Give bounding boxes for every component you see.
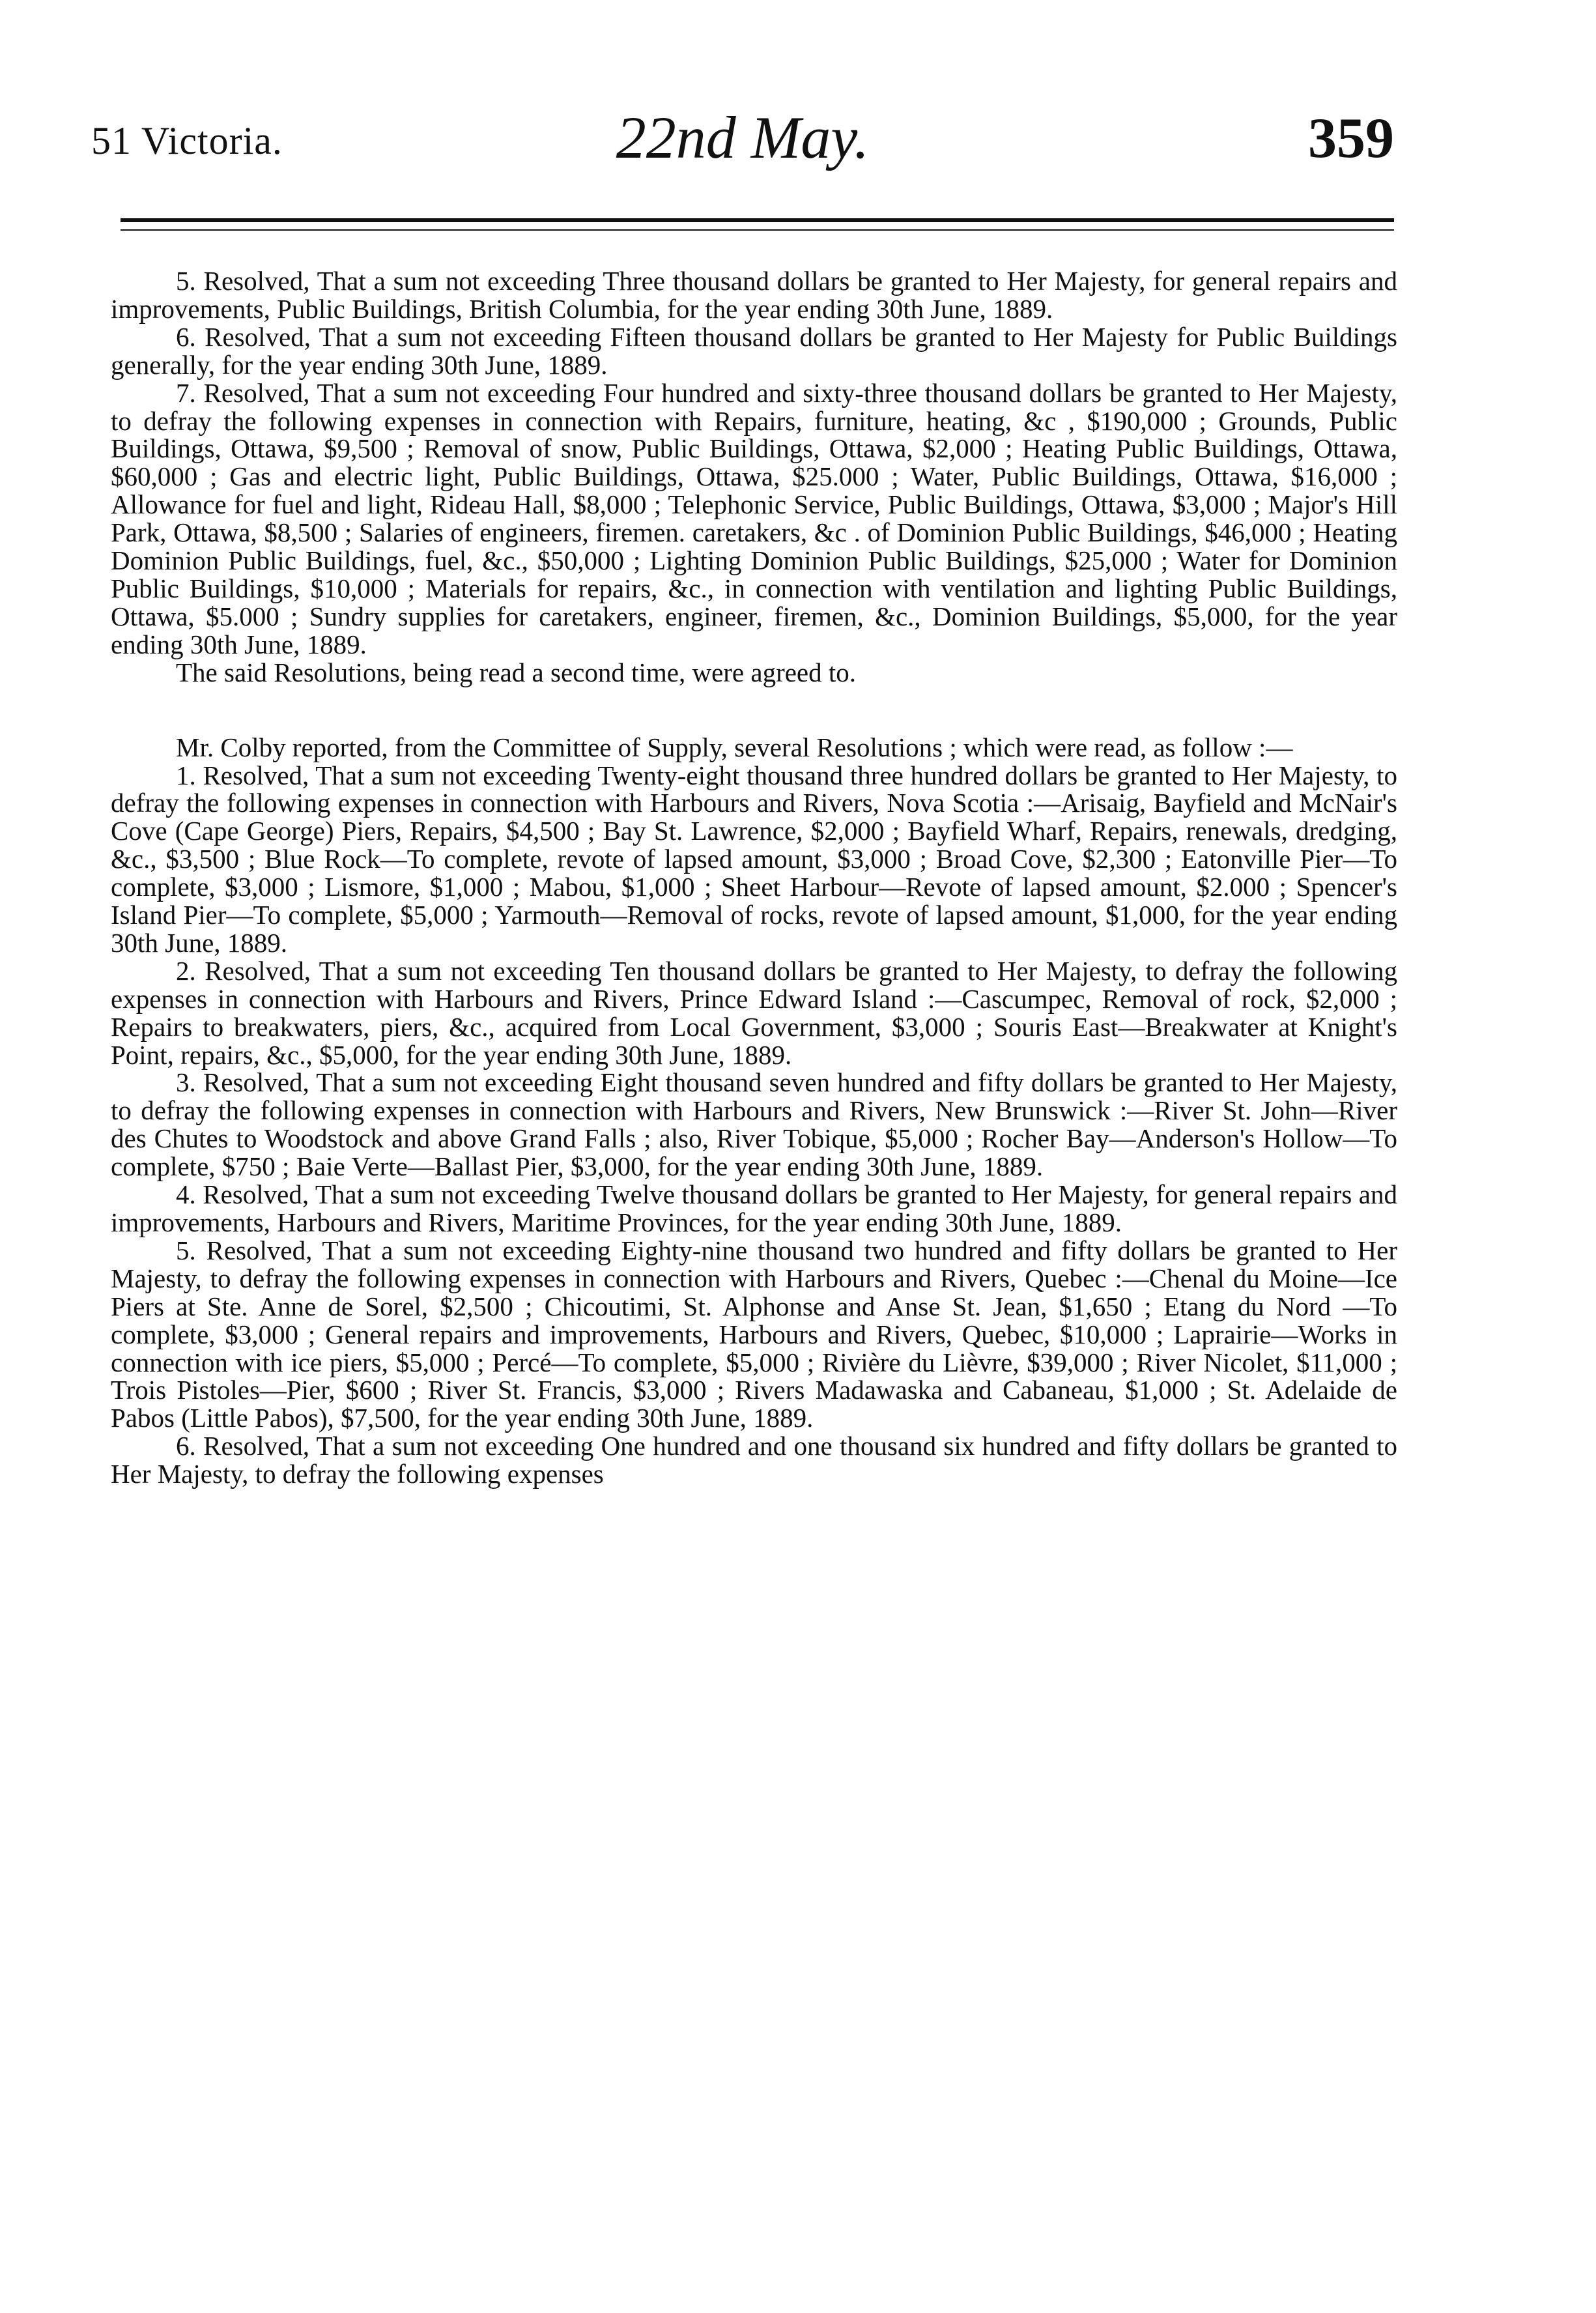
resolution-paragraph: 5. Resolved, That a sum not exceeding Three thousand dollars be granted to Her Majesty, for general repairs and improvements, Public Buildings, British Columbia, for the year ending 30th June, 1889. (111, 266, 1397, 324)
section-gap (111, 687, 1397, 734)
page-body (111, 267, 1397, 1488)
header-rule-thick (121, 218, 1394, 222)
page-header (91, 98, 1394, 195)
resolution-paragraph: 1. Resolved, That a sum not exceeding Twenty-eight thousand three hundred dollars be granted to Her Majesty, to defray the following expenses in connection with Harbours and Rivers, Nova Scotia :—Arisaig, Bayfield and McNair's Cove (Cape George) Piers, Repairs, $4,500 ; Bay St. Lawrence, $2,000 ; Bayfield Wharf, Repairs, renewals, dredging, &c., $3,500 ; Blue Rock—To complete, revote of lapsed amount, $3,000 ; Broad Cove, $2,300 ; Eatonville Pier—To complete, $3,000 ; Lismore, $1,000 ; Mabou, $1,000 ; Sheet Harbour—Revote of lapsed amount, $2.000 ; Spencer's Island Pier—To complete, $5,000 ; Yarmouth—Removal of rocks, revote of lapsed amount, $1,000, for the year ending 30th June, 1889. (111, 760, 1397, 958)
resolution-paragraph: 5. Resolved, That a sum not exceeding Eighty-nine thousand two hundred and fifty dollars be granted to Her Majesty, to defray the following expenses in connection with Harbours and Rivers, Quebec :—Chenal du Moine—Ice Piers at Ste. Anne de Sorel, $2,500 ; Chicoutimi, St. Alphonse and Anse St. Jean, $1,650 ; Etang du Nord —To complete, $3,000 ; General repairs and improvements, Harbours and Rivers, Quebec, $10,000 ; Laprairie—Works in connection with ice piers, $5,000 ; Percé—To complete, $5,000 ; Rivière du Lièvre, $39,000 ; River Nicolet, $11,000 ; Trois Pistoles—Pier, $600 ; River St. Francis, $3,000 ; Rivers Madawaska and Cabaneau, $1,000 ; St. Adelaide de Pabos (Little Pabos), $7,500, for the year ending 30th June, 1889. (111, 1235, 1397, 1433)
agreement-paragraph: The said Resolutions, being read a second time, were agreed to. (176, 657, 857, 687)
resolution-paragraph: 4. Resolved, That a sum not exceeding Twelve thousand dollars be granted to Her Majesty, for general repairs and improvements, Harbours and Rivers, Maritime Provinces, for the year ending 30th June, 1889. (111, 1179, 1397, 1237)
resolution-paragraph: 7. Resolved, That a sum not exceeding Four hundred and sixty-three thousand dollars be granted to Her Majesty, to defray the following expenses in connection with Repairs, furniture, heating, &c , $190,000 ; Grounds, Public Buildings, Ottawa, $9,500 ; Removal of snow, Public Buildings, Ottawa, $2,000 ; Heating Public Buildings, Ottawa, $60,000 ; Gas and electric light, Public Buildings, Ottawa, $25.000 ; Water, Public Buildings, Ottawa, $16,000 ; Allowance for fuel and light, Rideau Hall, $8,000 ; Telephonic Service, Public Buildings, Ottawa, $3,000 ; Major's Hill Park, Ottawa, $8,500 ; Salaries of engineers, firemen. caretakers, &c . of Dominion Public Buildings, $46,000 ; Heating Dominion Public Buildings, fuel, &c., $50,000 ; Lighting Dominion Public Buildings, $25,000 ; Water for Dominion Public Buildings, $10,000 ; Materials for repairs, &c., in connection with ventilation and lighting Public Buildings, Ottawa, $5.000 ; Sundry supplies for caretakers, engineer, firemen, &c., Dominion Buildings, $5,000, for the year ending 30th June, 1889. (111, 377, 1397, 659)
resolution-paragraph: 3. Resolved, That a sum not exceeding Eight thousand seven hundred and fifty dollars be granted to Her Majesty, to defray the following expenses in connection with Harbours and Rivers, New Brunswick :—River St. John—River des Chutes to Woodstock and above Grand Falls ; also, River Tobique, $5,000 ; Rocher Bay—Anderson's Hollow—To complete, $750 ; Baie Verte—Ballast Pier, $3,000, for the year ending 30th June, 1889. (111, 1067, 1397, 1182)
report-paragraph: Mr. Colby reported, from the Committee of Supply, several Resolutions ; which were read, as follow :— (176, 732, 1293, 762)
page-number: 359 (1308, 107, 1394, 170)
header-date: 22nd May. (616, 104, 870, 171)
resolution-paragraph: 2. Resolved, That a sum not exceeding Ten thousand dollars be granted to Her Majesty, to defray the following expenses in connection with Harbours and Rivers, Prince Edward Island :—Cascumpec, Removal of rock, $2,000 ; Repairs to breakwaters, piers, &c., acquired from Local Government, $3,000 ; Souris East—Breakwater at Knight's Point, repairs, &c., $5,000, for the year ending 30th June, 1889. (111, 955, 1397, 1070)
header-session: 51 Victoria. (91, 119, 283, 162)
resolution-paragraph: 6. Resolved, That a sum not exceeding One hundred and one thousand six hundred and fifty dollars be granted to Her Majesty, to defray the following expenses (111, 1431, 1397, 1489)
resolution-paragraph: 6. Resolved, That a sum not exceeding Fifteen thousand dollars be granted to Her Majesty for Public Buildings generally, for the year ending 30th June, 1889. (111, 321, 1397, 380)
header-rule-thin (121, 229, 1394, 231)
